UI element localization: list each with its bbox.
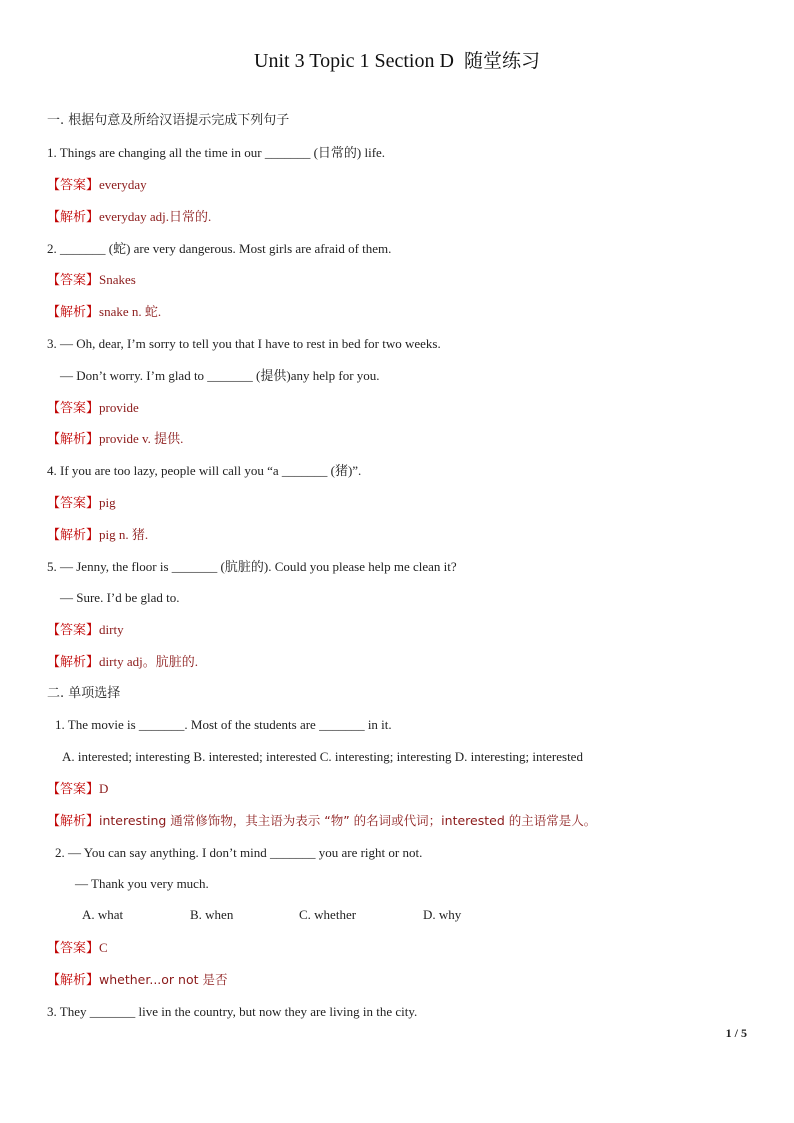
s1-q5-analysis: dirty adj。肮脏的.: [99, 654, 198, 669]
s1-q4-text: 4. If you are too lazy, people will call you “a _______ (猪)”.: [47, 463, 362, 478]
s1-q4-answer-row: [47, 494, 116, 513]
s1-q3-text2: — Don’t worry. I’m glad to _______ (提供)any help for you.: [60, 368, 380, 383]
s1-q2-answer: Snakes: [99, 272, 136, 287]
s2-q2-analysis-row: [47, 971, 227, 990]
s2-q2-answer: C: [99, 940, 108, 955]
s2-q2-text: 2. — You can say anything. I don’t mind _______ you are right or not.: [55, 845, 423, 860]
s1-q2-answer-row: [47, 271, 136, 290]
answer-label: 【答案】: [47, 623, 100, 638]
analysis-label: 【解析】: [47, 973, 100, 988]
page-title: [0, 46, 794, 73]
section-2-heading: 二. 单项选择: [47, 686, 121, 701]
s1-q3-answer: provide: [99, 400, 139, 415]
s1-q5-text: 5. — Jenny, the floor is _______ (肮脏的). Could you please help me clean it?: [47, 559, 457, 574]
s1-q1-answer: everyday: [99, 177, 147, 192]
s2-q1-analysis-row: [47, 812, 596, 831]
answer-label: 【答案】: [47, 782, 100, 797]
analysis-label: 【解析】: [47, 528, 100, 543]
answer-label: 【答案】: [47, 496, 100, 511]
analysis-label: 【解析】: [47, 305, 100, 320]
s2-q1-analysis: interesting 通常修饰物，其主语为表示 “物” 的名词或代词；interested 的主语常是人。: [99, 813, 597, 828]
page-number: 1 / 5: [725, 1026, 747, 1040]
s1-q3-analysis: provide v. 提供.: [99, 431, 184, 446]
s1-q4-analysis: pig n. 猪.: [99, 527, 149, 542]
answer-label: 【答案】: [47, 178, 100, 193]
s2-q1-text: 1. The movie is _______. Most of the students are _______ in it.: [55, 717, 392, 732]
s1-q3-answer-row: [47, 399, 139, 418]
s1-q2-text: 2. _______ (蛇) are very dangerous. Most girls are afraid of them.: [47, 241, 392, 256]
analysis-label: 【解析】: [47, 210, 100, 225]
s2-q2-option-d: D. why: [423, 907, 462, 922]
s2-q2-text2: — Thank you very much.: [75, 876, 209, 891]
s2-q1-answer: D: [99, 781, 109, 796]
s1-q2-analysis: snake n. 蛇.: [99, 304, 162, 319]
s1-q3-text: 3. — Oh, dear, I’m sorry to tell you that I have to rest in bed for two weeks.: [47, 336, 441, 351]
s2-q2-option-b: B. when: [190, 907, 234, 922]
s2-q1-answer-row: [47, 780, 108, 799]
s1-q3-analysis-row: [47, 430, 183, 449]
s2-q2-analysis: whether...or not 是否: [99, 972, 228, 987]
answer-label: 【答案】: [47, 401, 100, 416]
s1-q5-answer-row: [47, 621, 124, 640]
s1-q5-analysis-row: [47, 653, 198, 672]
s1-q1-analysis: everyday adj.日常的.: [99, 209, 212, 224]
s1-q1-answer-row: [47, 176, 147, 195]
analysis-label: 【解析】: [47, 655, 100, 670]
answer-label: 【答案】: [47, 273, 100, 288]
s2-q2-answer-row: [47, 939, 108, 958]
s1-q4-answer: pig: [99, 495, 116, 510]
s2-q2-option-c: C. whether: [299, 907, 357, 922]
title-chinese: 随堂练习: [463, 50, 540, 72]
analysis-label: 【解析】: [47, 432, 100, 447]
s1-q4-analysis-row: [47, 526, 148, 545]
section-1-heading: 一. 根据句意及所给汉语提示完成下列句子: [47, 113, 290, 128]
s1-q2-analysis-row: [47, 303, 161, 322]
s2-q3-text: 3. They _______ live in the country, but now they are living in the city.: [47, 1004, 418, 1019]
s2-q1-options: A. interested; interesting B. interested; interested C. interesting; interesting D. interesting; interested: [62, 749, 583, 764]
s1-q5-answer: dirty: [99, 622, 124, 637]
title-english: Unit 3 Topic 1 Section D: [254, 50, 454, 72]
s1-q1-analysis-row: [47, 208, 211, 227]
s1-q5-text2: — Sure. I’d be glad to.: [60, 590, 180, 605]
s1-q1-text: 1. Things are changing all the time in our _______ (日常的) life.: [47, 145, 386, 160]
analysis-label: 【解析】: [47, 814, 100, 829]
answer-label: 【答案】: [47, 941, 100, 956]
s2-q2-option-a: A. what: [82, 907, 124, 922]
